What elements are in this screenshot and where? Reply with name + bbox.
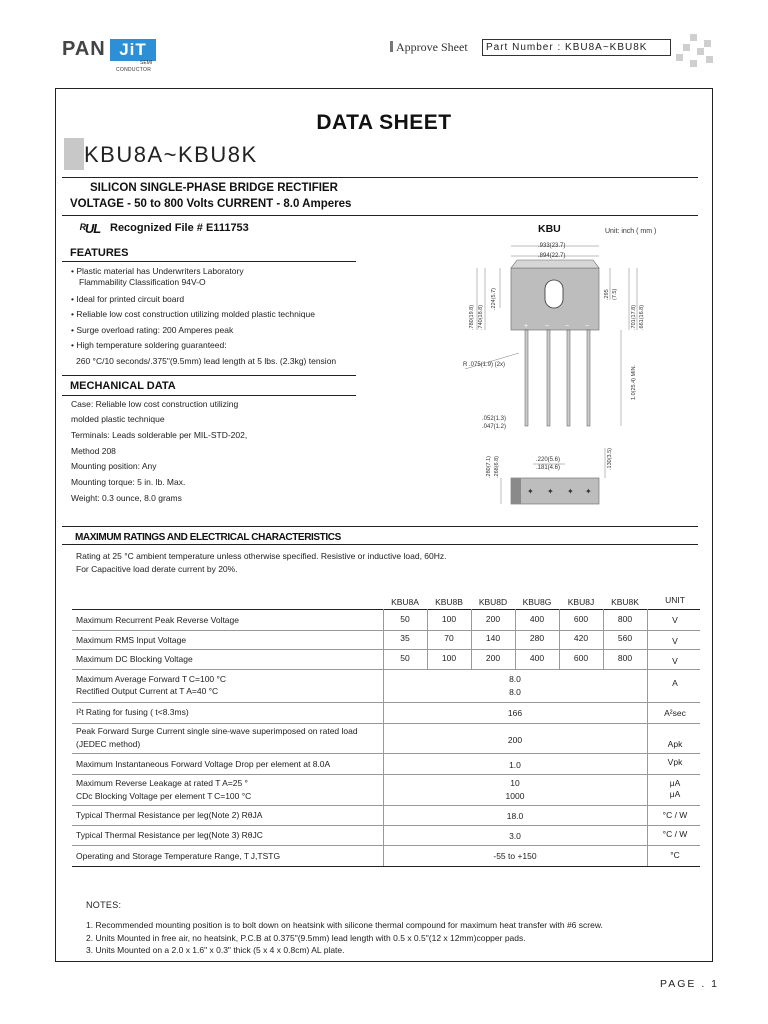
table-rule (72, 669, 700, 670)
dim-label: .224(5.7) (491, 287, 497, 310)
list-item: Terminals: Leads solderable per MIL-STD-202, (71, 430, 248, 440)
table-cell: -55 to +150 (493, 851, 537, 861)
column-header: KBU8K (611, 597, 639, 607)
page-number: PAGE . 1 (660, 978, 719, 990)
list-item: • Surge overload rating: 200 Amperes peak (71, 325, 234, 335)
pin-symbol: ✦ (527, 487, 534, 496)
dim-label: .181(4.6) (536, 465, 561, 471)
ul-logo-icon: ᴿUL (79, 221, 101, 236)
table-rule (72, 649, 700, 650)
list-item: Mounting torque: 5 in. lb. Max. (71, 477, 186, 487)
lead (547, 330, 550, 426)
page-title: DATA SHEET (316, 111, 452, 134)
list-item: molded plastic technique (71, 414, 165, 424)
divider (62, 177, 698, 178)
dim-label: 1.0(25.4) MIN. (631, 364, 637, 400)
ratings-note: For Capacitive load derate current by 20%. (76, 564, 238, 574)
table-cell: 166 (507, 708, 523, 718)
row-label: Maximum DC Blocking Voltage (76, 654, 193, 664)
table-cell: 1000 (505, 791, 525, 801)
table-cell: 400 (529, 614, 545, 624)
decorative-squares-icon (676, 34, 716, 68)
table-rule (72, 774, 700, 775)
dim-label: .661(16.8) (639, 304, 645, 330)
panjit-logo (62, 38, 172, 78)
table-cell: 800 (617, 653, 633, 663)
table-cell: 560 (617, 633, 633, 643)
row-label: I²t Rating for fusing ( t<8.3ms) (76, 707, 189, 717)
pin-mark: + (524, 323, 529, 330)
ratings-note: Rating at 25 °C ambient temperature unless otherwise specified. Resistive or inductive load, 60Hz. (76, 551, 447, 561)
column-header: KBU8A (391, 597, 419, 607)
dim-label: R .075(1.9) (2x) (463, 362, 506, 368)
list-item: • Plastic material has Underwriters Laboratory (71, 266, 244, 276)
table-rule (72, 805, 700, 806)
table-cell: 50 (400, 653, 410, 663)
note-item: 2. Units Mounted in free air, no heatsink, P.C.B at 0.375"(9.5mm) lead length with 0.5 x 0.5"(12 x 12mm)copper pads. (86, 933, 526, 943)
table-cell: 140 (485, 633, 501, 643)
row-label: Maximum RMS Input Voltage (76, 635, 187, 645)
row-label: Maximum Instantaneous Forward Voltage Drop per element at 8.0A (76, 759, 331, 769)
table-cell: 10 (510, 778, 520, 788)
divider (62, 375, 356, 376)
product-description: SILICON SINGLE-PHASE BRIDGE RECTIFIER (90, 182, 338, 194)
dim-label: .052(1.3) (482, 416, 507, 422)
list-item: • Ideal for printed circuit board (71, 294, 185, 304)
dim-label: .295 (604, 289, 610, 300)
table-cell: 18.0 (506, 811, 524, 821)
table-cell: 400 (529, 653, 545, 663)
lead (525, 330, 528, 426)
dim-label: .280(7.1) (486, 455, 492, 478)
list-item: Flammability Classification 94V-O (79, 277, 206, 287)
dim-label: .933(23.7) (538, 243, 566, 249)
table-rule (72, 866, 700, 867)
notes-title: NOTES: (86, 900, 122, 910)
pin-mark: − (585, 323, 590, 330)
lead (567, 330, 570, 426)
logo-semi-text: SEMI (140, 60, 153, 66)
unit-cell: °C / W (662, 810, 688, 820)
table-cell: 100 (441, 653, 457, 663)
logo-jit-text: JiT (110, 39, 156, 61)
table-cell: 420 (573, 633, 589, 643)
table-cell: 100 (441, 614, 457, 624)
row-label: Maximum Reverse Leakage at rated T A=25 ° (76, 778, 248, 788)
table-cell: 200 (485, 614, 501, 624)
pin-symbol: ✦ (547, 487, 554, 496)
table-cell: 70 (444, 633, 454, 643)
voltage-current-spec: VOLTAGE - 50 to 800 Volts CURRENT - 8.0 Amperes (70, 198, 352, 210)
unit-cell: V (672, 636, 678, 646)
note-item: 3. Units Mounted on a 2.0 x 1.6" x 0.3" thick (5 x 4 x 0.8cm) AL plate. (86, 945, 345, 955)
package-outline-drawing (455, 238, 650, 518)
table-rule (72, 845, 700, 846)
column-header: KBU8D (478, 597, 508, 607)
dim-label: .740(18.8) (478, 304, 484, 330)
pin-mark: ~ (565, 323, 570, 330)
table-cell: 1.0 (509, 760, 521, 770)
pin-mark: ~ (545, 323, 550, 330)
unit-cell: V (672, 615, 678, 625)
row-label: Peak Forward Surge Current single sine-wave superimposed on rated load (76, 726, 358, 736)
list-item: • Reliable low cost construction utilizing molded plastic technique (71, 309, 315, 319)
table-rule (72, 825, 700, 826)
table-cell: 200 (507, 735, 523, 745)
unit-cell: A (672, 678, 678, 688)
approve-sheet-text: Approve Sheet (396, 40, 468, 54)
logo-pan-text: PAN (62, 38, 106, 60)
divider (62, 215, 698, 216)
table-cell: 800 (617, 614, 633, 624)
table-rule (72, 753, 700, 754)
list-item: Weight: 0.3 ounce, 8.0 grams (71, 493, 182, 503)
dim-label: .894(22.7) (538, 253, 566, 259)
list-item: Case: Reliable low cost construction utilizing (71, 399, 239, 409)
part-number-box: Part Number : KBU8A~KBU8K (482, 39, 671, 56)
package-name: KBU (538, 223, 561, 235)
list-item: 260 °C/10 seconds/.375"(9.5mm) lead length at 5 lbs. (2.3kg) tension (76, 356, 337, 366)
dim-label: .268(6.8) (494, 455, 500, 478)
list-item: • High temperature soldering guaranteed: (71, 340, 227, 350)
dim-label: .701(17.8) (631, 304, 637, 330)
ratings-title: MAXIMUM RATINGS AND ELECTRICAL CHARACTERISTICS (75, 532, 341, 543)
divider (62, 395, 356, 396)
model-name: KBU8A~KBU8K (84, 142, 258, 167)
row-label: (JEDEC method) (76, 739, 141, 749)
note-item: 1. Recommended mounting position is to bolt down on heatsink with silicone thermal compound for maximum heat transfer with #6 screw. (86, 920, 603, 930)
unit-cell: A²sec (664, 708, 686, 718)
features-title: FEATURES (70, 247, 129, 259)
table-column-rule (647, 609, 648, 866)
dim-label: .130(3.5) (607, 447, 613, 470)
lead (587, 330, 590, 426)
divider (62, 544, 698, 545)
row-label: Typical Thermal Resistance per leg(Note 2) RθJA (76, 810, 263, 820)
row-label: Operating and Storage Temperature Range, T J,TSTG (76, 851, 281, 861)
pin-symbol: ✦ (567, 487, 574, 496)
column-header: UNIT (665, 595, 685, 605)
table-cell: 50 (400, 614, 410, 624)
table-cell: 3.0 (509, 831, 521, 841)
unit-cell: Vpk (667, 757, 683, 767)
table-cell: 8.0 (509, 687, 521, 697)
unit-cell: μA (669, 778, 681, 788)
list-item: Method 208 (71, 446, 116, 456)
table-rule (72, 630, 700, 631)
unit-cell: °C / W (662, 829, 688, 839)
table-rule (72, 609, 700, 610)
dim-label: .220(5.6) (536, 457, 561, 463)
recognized-file: Recognized File # E111753 (110, 222, 249, 234)
row-label: Maximum Recurrent Peak Reverse Voltage (76, 615, 239, 625)
unit-label: Unit: inch ( mm ) (605, 228, 657, 235)
unit-cell: Apk (667, 739, 683, 749)
divider (62, 261, 356, 262)
mechanical-title: MECHANICAL DATA (70, 380, 176, 392)
row-label: Rectified Output Current at T A=40 °C (76, 686, 219, 696)
dim-label: .047(1.2) (482, 424, 507, 430)
unit-cell: V (672, 656, 678, 666)
approve-sheet-label (390, 40, 468, 55)
row-label: Maximum Average Forward T C=100 °C (76, 674, 227, 684)
pin-symbol: ✦ (585, 487, 592, 496)
row-label: CDc Blocking Voltage per element T C=100 °C (76, 791, 252, 801)
package-top (511, 260, 599, 268)
column-header: KBU8G (522, 597, 552, 607)
bar-icon (390, 41, 393, 52)
list-item: Mounting position: Any (71, 461, 157, 471)
dim-label: .780(19.8) (469, 304, 475, 330)
table-cell: 8.0 (509, 674, 521, 684)
column-header: KBU8J (567, 597, 595, 607)
divider (62, 526, 698, 527)
table-cell: 600 (573, 653, 589, 663)
table-rule (72, 723, 700, 724)
column-header: KBU8B (435, 597, 463, 607)
mounting-hole (545, 280, 563, 308)
table-cell: 280 (529, 633, 545, 643)
row-label: Typical Thermal Resistance per leg(Note 3) RθJC (76, 830, 263, 840)
table-rule (72, 702, 700, 703)
table-cell: 200 (485, 653, 501, 663)
dim-label: (7.5) (612, 288, 618, 300)
unit-cell: μA (669, 789, 681, 799)
table-cell: 35 (400, 633, 410, 643)
model-shade (64, 138, 84, 170)
unit-cell: °C (670, 850, 680, 860)
logo-conductor-text: CONDUCTOR (116, 67, 152, 73)
table-cell: 600 (573, 614, 589, 624)
package-bottom-edge (511, 478, 521, 504)
